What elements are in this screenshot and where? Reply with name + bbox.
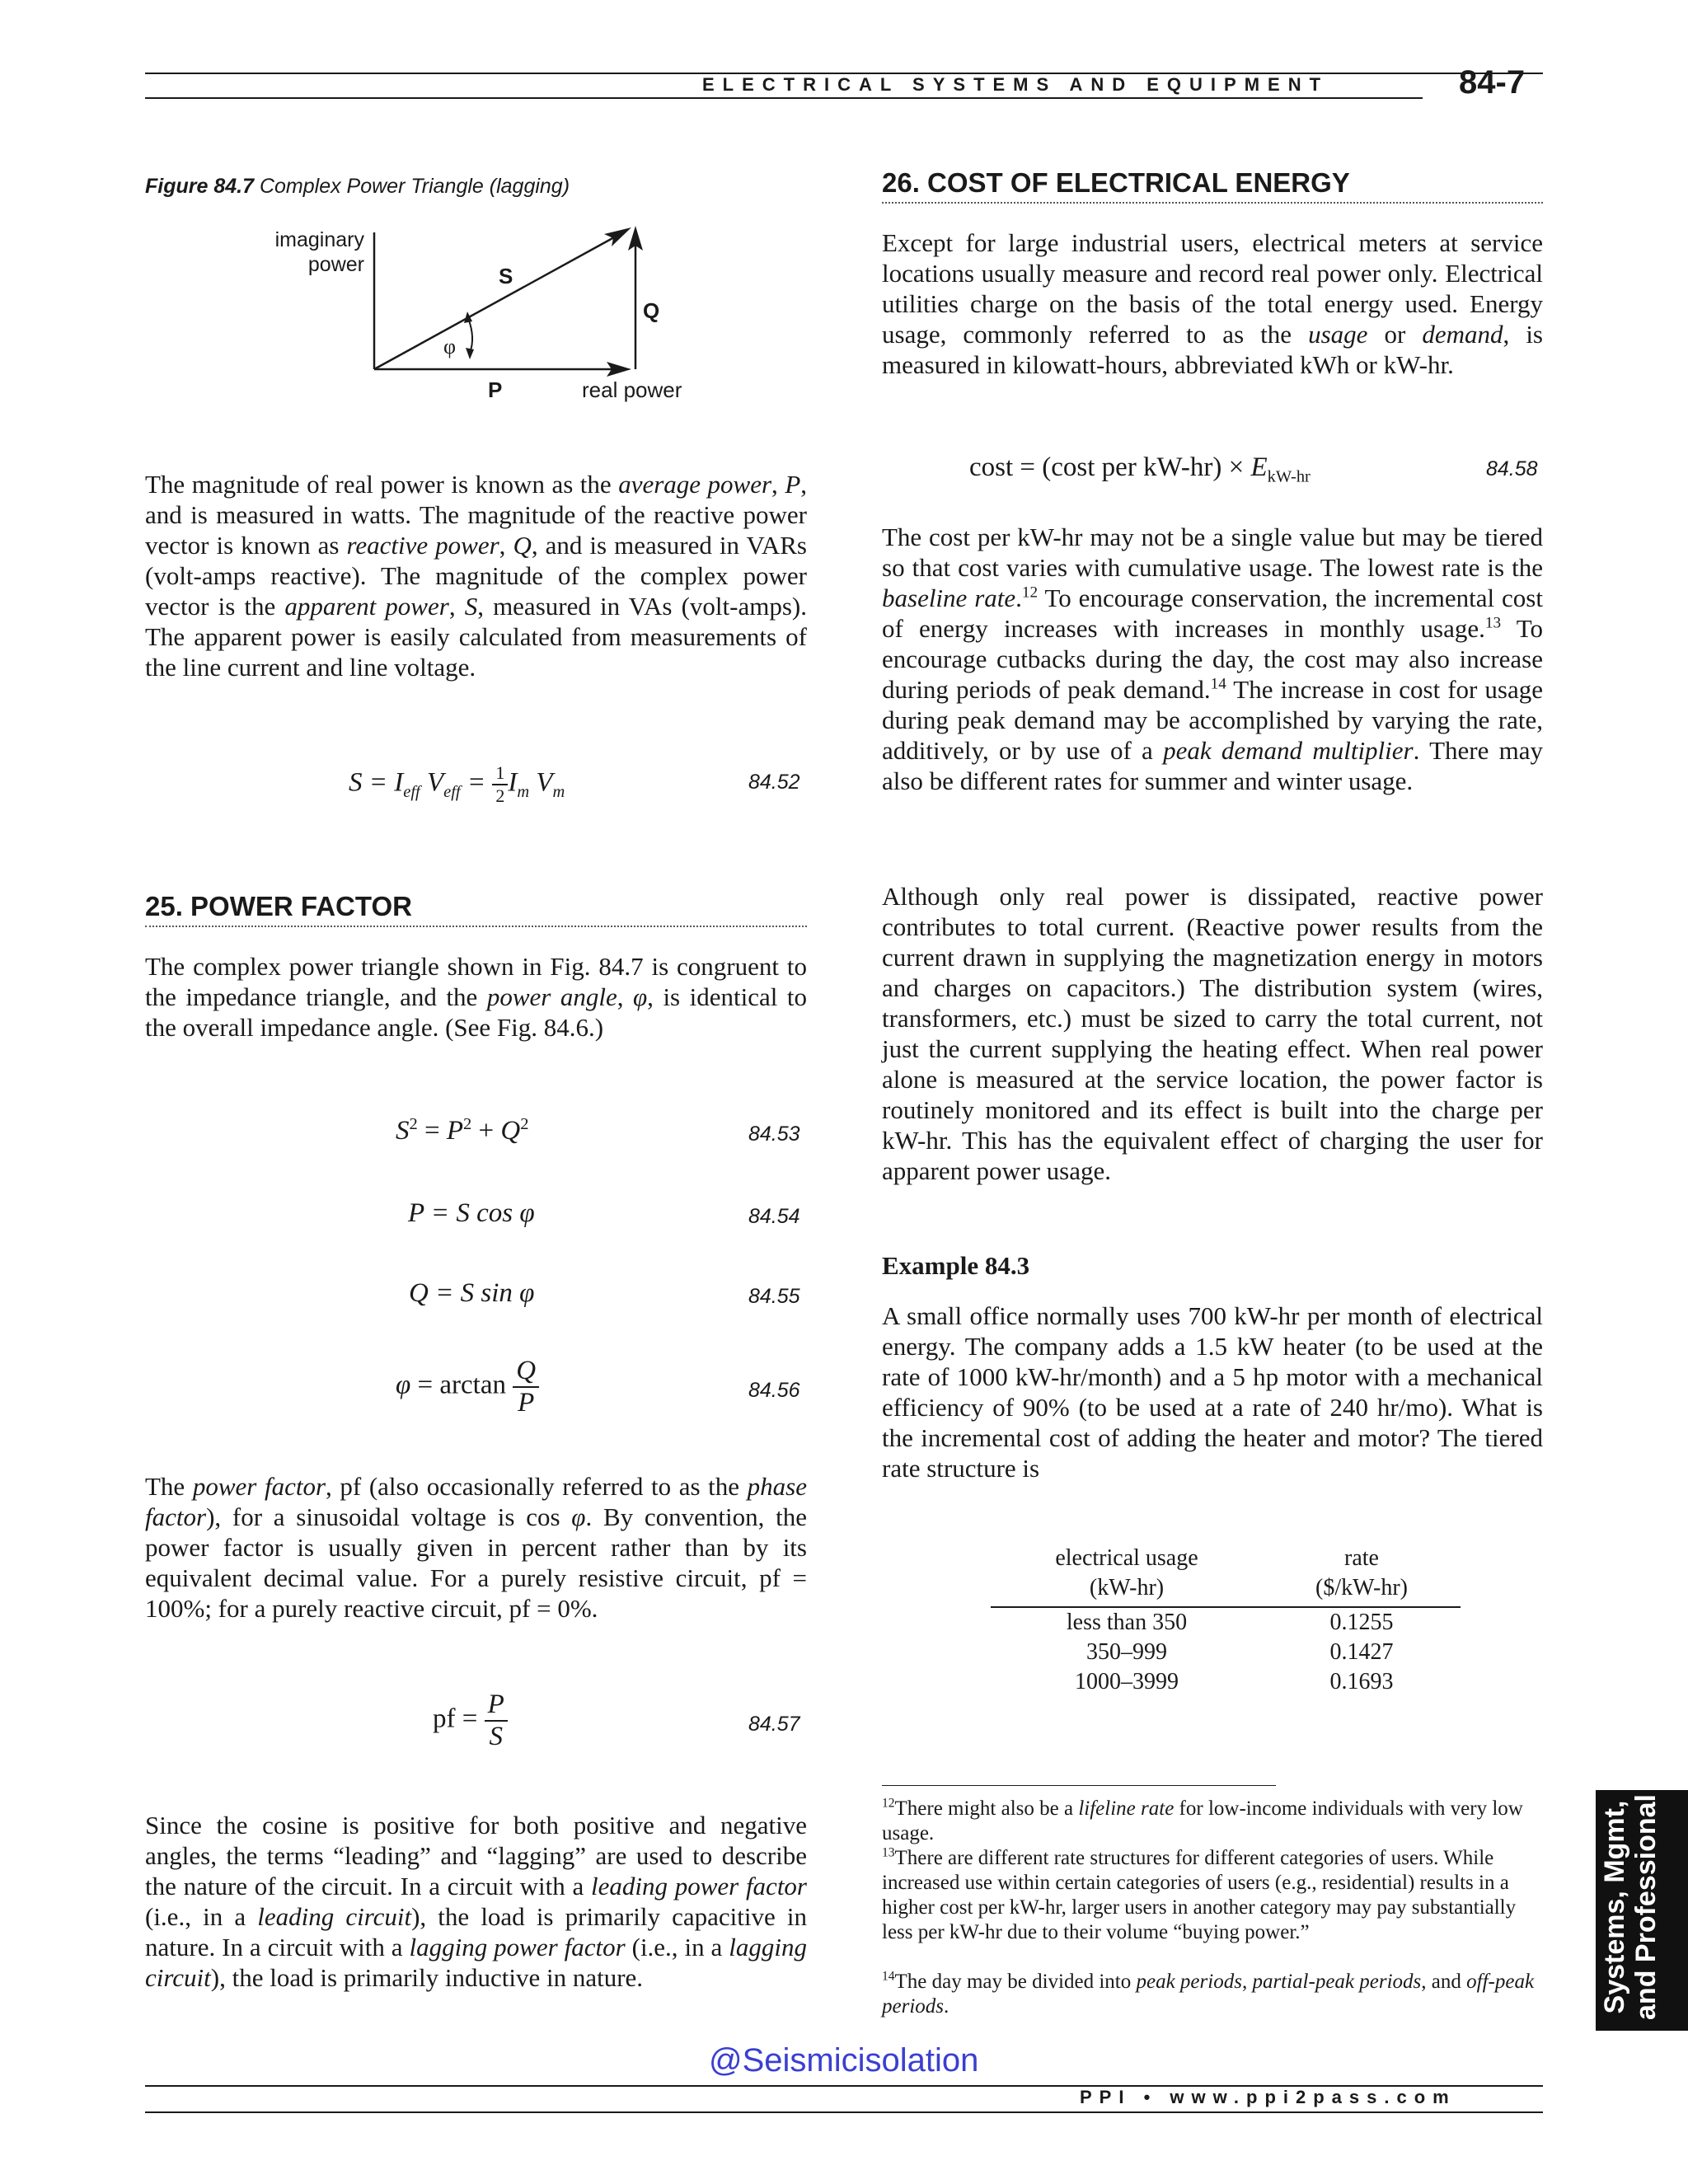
phase-angle-arc xyxy=(468,318,472,353)
table-cell-rate: 0.1255 xyxy=(1329,1610,1394,1635)
section-heading-power-factor: 25. POWER FACTOR xyxy=(145,891,807,927)
footnote-12: $^{12}$There might also be a lifeline rate for low-income individuals with very low usage. xyxy=(882,1796,1523,1844)
footer-publisher: PPI • www.ppi2pass.com xyxy=(1080,2087,1456,2107)
table-cell-rate: 0.1427 xyxy=(1329,1639,1394,1665)
phase-arc-arrow-top xyxy=(464,312,472,323)
rate-table xyxy=(991,1544,1461,1697)
paragraph-example-problem: A small office normally uses 700 kW-hr per month of electrical energy. The company adds a 1.5 kW heater (to be used at the rate of 1000 kW-hr/month) and a 5 hp motor with a mechanical efficiency of 90% (to be used at a rate of 240 hr/mo). What is the incremental cost of adding the heater and motor? The tiered rate structure is xyxy=(882,1301,1543,1483)
equation-number-84-55: 84.55 xyxy=(748,1285,800,1308)
label-phi: φ xyxy=(443,335,457,359)
table-cell-usage: 350–999 xyxy=(1086,1639,1167,1665)
table-header-rate: rate ($/kW-hr) xyxy=(1315,1545,1408,1601)
equation-84-54: P = S cos φ xyxy=(408,1198,535,1228)
table-row xyxy=(991,1608,1461,1638)
figure-caption-text: Complex Power Triangle (lagging) xyxy=(259,175,570,198)
equation-84-52: $S = I_{eff}$ $V_{eff}$ = $\frac{1}{2}$ $I_m$ $V_m$ xyxy=(349,762,565,806)
equation-number-84-54: 84.54 xyxy=(748,1205,800,1228)
header-rule-bottom xyxy=(145,97,1423,99)
paragraph-power-magnitudes: The magnitude of real power is known as the average power, P, and is measured in watts. The magnitude of the reactive power vector is known as reactive power, Q, and is measured in VARs (volt-amps reactive). The magnitude of the complex power vector is the apparent power, S, measured in VAs (volt-amps). The apparent power is easily calculated from measurements of the line current and line voltage. xyxy=(145,470,807,682)
footer-rule-bottom xyxy=(145,2111,1543,2113)
figure-caption xyxy=(145,175,570,199)
real-power-axis-label: real power xyxy=(582,377,682,402)
equation-number-84-57: 84.57 xyxy=(748,1713,800,1736)
running-header: ELECTRICAL SYSTEMS AND EQUIPMENT xyxy=(702,74,1329,95)
paragraph-power-angle: The complex power triangle shown in Fig. 84.7 is congruent to the impedance triangle, and the power angle, φ, is identical to the overall impedance angle. (See Fig. 84.6.) xyxy=(145,952,808,1042)
phase-arc-arrow-bottom xyxy=(466,348,474,359)
table-cell-usage: less than 350 xyxy=(1066,1610,1188,1635)
table-header-usage: electrical usage (kW-hr) xyxy=(1055,1545,1198,1601)
paragraph-reactive-power-current: Although only real power is dissipated, reactive power contributes to total current. (Reactive power results from the current drawn in supplying the magnetization energy in motors and charges on capacitors.) The distribution system (wires, transformers, etc.) must be sized to carry the total current, not just the current supplying the heating effect. When real power alone is measured at the service location, the power factor is routinely monitored and its effect is built into the charge per kW-hr. This has the equivalent effect of charging the user for apparent power usage. xyxy=(882,882,1543,1185)
equation-number-84-53: 84.53 xyxy=(748,1122,800,1146)
side-tab-label: Systems, Mgmt, and Professional xyxy=(1599,1794,1662,2020)
paragraph-tiered-rates: The cost per kW-hr may not be a single value but may be tiered so that cost varies with cumulative usage. The lowest rate is the baseline rate.$^{12}$ To encourage conservation, the incremental cost of energy increases with increases in monthly usage.$^{13}$ To encourage cutbacks during the day, the cost may also increase during periods of peak demand.$^{14}$ The increase in cost for usage during peak demand may be accomplished by varying the rate, additively, or by use of a peak demand multiplier. There may also be different rates for summer and winter usage. xyxy=(882,523,1544,795)
footnote-rule xyxy=(882,1785,1276,1786)
imaginary-axis-label: imaginary power xyxy=(274,228,364,276)
equation-84-57: pf = $\frac{P}{S}$ xyxy=(433,1690,508,1752)
apparent-power-vector xyxy=(374,232,623,369)
paragraph-leading-lagging: Since the cosine is positive for both positive and negative angles, the terms “leading” and “lagging” are used to describe the nature of the circuit. In a circuit with a leading power factor (i.e., in a leading circuit), the load is primarily capacitive in nature. In a circuit with a lagging power factor (i.e., in a lagging circuit), the load is primarily inductive in nature. xyxy=(145,1811,807,1992)
footnote-13: $^{13}$There are different rate structures for different categories of users. While increased use within certain categories of users (e.g., residential) results in a higher cost per kW-hr, larger users in another category may pay substantially less per kW-hr due to their volume “buying power.” xyxy=(882,1845,1517,1943)
apparent-power-arrowhead xyxy=(604,227,631,246)
paragraph-metering: Except for large industrial users, electrical meters at service locations usually measure and record real power only. Electrical utilities charge on the basis of the total energy used. Energy usage, commonly referred to as the usage or demand, is measured in kilowatt-hours, abbreviated kWh or kW-hr. xyxy=(882,228,1543,379)
equation-84-55: Q = S sin φ xyxy=(409,1278,535,1308)
equation-84-56: φ = arctan $\frac{Q}{P}$ xyxy=(396,1356,539,1418)
equation-84-58: cost = (cost per $kW-hr) \times E_{kW-hr}$ xyxy=(969,452,1311,486)
equation-84-53: $S^2 = P^2 + Q^2$ xyxy=(396,1115,529,1146)
example-heading: Example 84.3 xyxy=(882,1251,1030,1280)
equation-number-84-52: 84.52 xyxy=(748,771,800,794)
label-S: S xyxy=(499,264,513,288)
equation-number-84-56: 84.56 xyxy=(748,1379,800,1402)
paragraph-power-factor-definition: The power factor, pf (also occasionally referred to as the phase factor), for a sinusoidal voltage is cos φ. By convention, the power factor is usually given in percent rather than by its equivalent decimal value. For a purely resistive circuit, pf = 100%; for a purely reactive circuit, pf = 0%. xyxy=(145,1472,808,1623)
table-cell-usage: 1000–3999 xyxy=(1075,1669,1179,1694)
footnote-14: $^{14}$The day may be divided into peak periods, partial-peak periods, and off-peak periods. xyxy=(882,1969,1535,2018)
figure-label: Figure 84.7 xyxy=(145,175,254,198)
equation-number-84-58: 84.58 xyxy=(1486,457,1538,480)
label-Q: Q xyxy=(643,298,660,323)
section-heading-cost-of-energy: 26. COST OF ELECTRICAL ENERGY xyxy=(882,167,1543,204)
label-P: P xyxy=(488,377,503,402)
table-cell-rate: 0.1693 xyxy=(1329,1669,1394,1694)
table-row xyxy=(991,1667,1461,1697)
page-number: 84-7 xyxy=(1459,64,1526,101)
watermark: @Seismicisolation xyxy=(709,2042,979,2079)
table-row xyxy=(991,1638,1461,1667)
